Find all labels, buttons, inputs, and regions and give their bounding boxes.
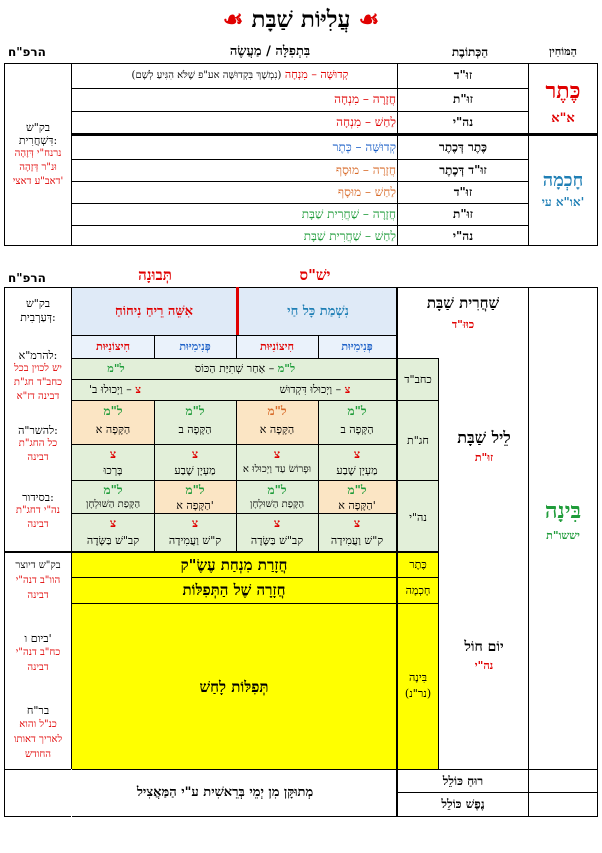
chgt-a4: הַקָּפָה א <box>95 423 131 436</box>
chochma-row-1-action: קְדוּשָּׁה – כֶּתֶר <box>332 140 396 154</box>
nhy-a3: הַקָּפָה א' <box>176 499 214 512</box>
chgt-a3: הַקָּפָה ב <box>178 423 212 436</box>
row-chgt: חג"ת <box>407 434 429 447</box>
nhy-lm-1: ל"מ <box>347 483 367 497</box>
kchbd-row-1: ל"מ – אַחַר שְׁתִיַּת הַכּוֹס <box>194 362 296 375</box>
keter-row-2-action: חֲזָרָה – מִנְחָה <box>334 92 396 106</box>
neshama-label: נִשְׁמַת כָּל חַי <box>287 304 349 319</box>
ornament-icon: ☙ <box>358 6 380 33</box>
chochma-row-3-ketovet: זוּ"ד <box>453 185 473 199</box>
brch-b: כנ"ל והוא <box>19 719 57 730</box>
harash-d: דבינה דז"א <box>16 391 60 402</box>
ruach-kolel: רוּחַ כּוֹלֵל <box>442 774 484 788</box>
chgt-b4: בָּרְכוּ <box>103 464 123 477</box>
leil-shabbat-sub: זוּ"ת <box>474 451 494 464</box>
keter-row-3-ketovet: נה"י <box>452 115 474 129</box>
kchbd-row-2-left: צ – וַיְכוּלוּ ב' <box>89 383 141 396</box>
keter-row-1-note: (נִמְשָׁךְ בִּקְדוּשָּׁה אע"פ שֶׁלֹּא הִגִּיעַ לְשָׁם) <box>131 70 282 81</box>
chochma-title: חָכְמָה <box>542 170 584 191</box>
chochma-row-4-action: חֲזָרָה – שַׁחֲרִית שַׁבָּת <box>301 207 396 221</box>
chochma-row-2-ketovet: זוּ"ד דְּכֶתֶר <box>439 163 487 177</box>
keter-row-2-ketovet: זוּ"ת <box>453 92 473 106</box>
yom-chol: יוֹם חוֹל <box>464 639 504 655</box>
yom-chol-sub: נה"י <box>474 659 494 672</box>
nhy-a1: הַקָּפָה א' <box>338 499 376 512</box>
chochma-row-2-action: חֲזָרָה – מוּסָף <box>335 163 396 177</box>
keter-row-3-action: לַחַשׁ – מִנְחָה <box>336 115 396 129</box>
harash-b: יש לכוין בכל <box>14 363 62 374</box>
kchbd-row-1-left <box>78 363 154 374</box>
row-nhy: נה"י <box>409 511 427 524</box>
lachash-row: תְּפִלּוֹת לָחַשׁ <box>199 678 269 696</box>
hashr-a: להשר"ה: <box>18 424 58 437</box>
brch-c: לאריך דאותו <box>13 734 63 745</box>
keter-row-1-action: קְדוּשָּׁה – מִנְחָה <box>284 68 349 81</box>
hashr-b: כל החג"ת <box>18 438 58 449</box>
nhy-a4: הַקָּפַת הַשּׁוּלְחָן <box>85 499 141 510</box>
chgt-tz-4: צ <box>109 447 117 461</box>
chochma-sub: או"א עי' <box>541 195 585 209</box>
yotzer-a: בק"ש דיוצר <box>15 560 61 571</box>
keter-row-1-ketovet: זוּ"ד <box>453 68 473 82</box>
nhy-tz-1: צ <box>353 516 361 530</box>
leil-shabbat: לֵיל שַׁבָּת <box>457 428 511 447</box>
keter-sub: א"א <box>551 111 575 126</box>
yom-b: כח"ב דנה"י <box>15 647 61 658</box>
header-action: בִּתְפִלָּה / מַעֲשֶׂה <box>229 44 311 59</box>
tz-tag: צ <box>135 383 141 396</box>
chochma-row-5-ketovet: נה"י <box>452 229 474 243</box>
nhy-b1: ק"שׁ וַעֲמִידָה <box>330 534 384 547</box>
yesos-label: ישׁ"ס <box>299 266 331 284</box>
bottom-bina-sub: (נר"נ) <box>404 687 432 700</box>
shacharit-title: שַׁחֲרִית שַׁבָּת <box>426 294 500 312</box>
yotzer-b: הוו"ב דנה"י <box>15 575 61 586</box>
bsidur-a: בסידור: <box>22 491 54 504</box>
chgt-b2: וּפָרוֹשׂ עַד וַיְכוּלוּ א <box>242 464 312 475</box>
side-note-e: דאב"ע דאצי' <box>12 176 64 187</box>
chochma-row-5-action: לַחַשׁ – שַׁחֲרִית שַׁבָּת <box>303 229 396 243</box>
lm-tag: ל"מ <box>107 362 125 375</box>
kchbd-row-2-right: צ – וַיְכוּלוּ דִּקְדוּשׁ <box>279 383 351 396</box>
side-note-a: בק"ש <box>25 121 51 134</box>
yotzer-c: דבינה <box>27 590 49 601</box>
mazon-row: חֲזָרַת מִנְחַת עֶשֶׂ"ק <box>180 556 288 574</box>
esheh-label: אִשֵּׁה רֵיחַ נִיחוֹחַ <box>115 304 193 319</box>
nefesh-kolel: נֶפֶשׁ כּוֹלֵל <box>441 797 485 811</box>
chitzoniyut-2: חִיצוֹנִיּוּת <box>96 340 130 353</box>
kchbd-row-1-text: אַחַר שְׁתִיַּת הַכּוֹס <box>194 362 266 375</box>
chochma-row-4-ketovet: זוּ"ת <box>453 207 473 221</box>
chochma-row-3-action: לַחַשׁ – מוּסָף <box>337 185 396 199</box>
chgt-tz-1: צ <box>353 447 361 461</box>
header-mochin: הַמּוֹחִין <box>549 45 577 58</box>
keter-title: כֶּתֶר <box>545 78 581 104</box>
bottom-bina: בִּינָה <box>408 671 428 684</box>
nhy-lm-3: ל"מ <box>185 483 205 497</box>
nhy-tz-3: צ <box>191 516 199 530</box>
chitzoniyut-1: חִיצוֹנִיּוּת <box>260 340 294 353</box>
bsidur-b: נה"י דחג"ת <box>15 505 61 516</box>
mid-rapach: הרפ"ח <box>8 271 46 285</box>
brch-a: בר"ח <box>26 704 50 717</box>
chochma-row-1-ketovet: כֶּתֶר דְּכֶתֶר <box>438 140 488 154</box>
chgt-a2: הַקָּפָה א <box>259 423 295 436</box>
pnimiyut-2: פְּנִימִיּוּת <box>179 340 211 353</box>
nhy-a2: הַקָּפַת הַשּׁוּלְחָן <box>249 499 305 510</box>
nhy-tz-2: צ <box>273 516 281 530</box>
hashr-c: דבינה <box>27 452 49 463</box>
nhy-lm-4: ל"מ <box>103 483 123 497</box>
nhy-lm-2: ל"מ <box>267 483 287 497</box>
karvit-b: דְּעַרְבִית: <box>20 311 56 324</box>
shacharit-sub: כוּזּ"ד <box>451 318 475 331</box>
kchbd-row-2-right-text: וַיְכוּלוּ דִּקְדוּשׁ <box>279 383 333 396</box>
bottom-keter: כֶּתֶר <box>409 558 427 571</box>
ornament-icon: ☙ <box>222 6 244 33</box>
title-text: עֲלִיּוֹת שַׁבָּת <box>251 6 351 33</box>
chgt-lm-1: ל"מ <box>347 404 367 418</box>
pnimiyut-1: פְּנִימִיּוּת <box>341 340 373 353</box>
bsidur-c: דבינה <box>27 519 49 530</box>
kchbd-row-2-left-text: וַיְכוּלוּ ב' <box>89 383 123 396</box>
chgt-lm-4: ל"מ <box>103 404 123 418</box>
chgt-b3: מַעְיָן שֶׁבַע <box>174 464 216 477</box>
brch-d: החודש <box>24 749 52 760</box>
tevuna-label: תְּבוּנָה <box>138 266 172 284</box>
harash-c: כחב"ד חג"ת <box>13 377 63 388</box>
nhy-b4: קב"שׁ בַּשָּׂדֶה <box>86 534 140 547</box>
chgt-lm-3: ל"מ <box>185 404 205 418</box>
page-title <box>0 8 602 31</box>
side-note-b: דִּשְׁחֲרִית: <box>18 134 58 147</box>
tefilot-row: חֲזָרָה שֶׁל הַתְּפִלּוֹת <box>182 581 286 599</box>
bina-sub: יששו"ת <box>546 529 580 542</box>
header-ketovet: הַכְּתוֹבֶת <box>451 45 489 59</box>
nhy-tz-4: צ <box>109 516 117 530</box>
yom-a: ביום ו' <box>24 632 52 645</box>
side-note-d: וּנ"ר דְּזָהָה <box>19 162 57 173</box>
nhy-b3: ק"שׁ וַעֲמִידָה <box>168 534 222 547</box>
yom-c: דבינה <box>27 662 49 673</box>
chgt-tz-3: צ <box>191 447 199 461</box>
chgt-b1: מַעְיָן שֶׁבַע <box>336 464 378 477</box>
bina-title: בִּינָה <box>544 498 582 524</box>
harash-a: להרמ"א: <box>18 349 58 362</box>
karvit-a: בק"ש <box>25 297 51 310</box>
chgt-tz-2: צ <box>273 447 281 461</box>
chgt-a1: הַקָּפָה ב <box>340 423 374 436</box>
nhy-b2: קב"שׁ בַּשָּׂדֶה <box>250 534 304 547</box>
header-rapach: הרפ"ח <box>8 45 46 59</box>
chgt-lm-2: ל"מ <box>267 404 287 418</box>
tz-tag: צ <box>344 383 351 396</box>
lm-tag: ל"מ <box>277 362 296 375</box>
side-note-c: נרנח"י דְּזָהָה <box>14 148 62 159</box>
row-kchbd: כחב"ד <box>404 373 432 386</box>
bottom-chochma: חָכְמָה <box>405 584 431 597</box>
mituken-row: מְתוּקָּן מִן יְמֵי בְּרֵאשִׁית ע"י הַמַּאֲצִיל <box>136 785 314 800</box>
